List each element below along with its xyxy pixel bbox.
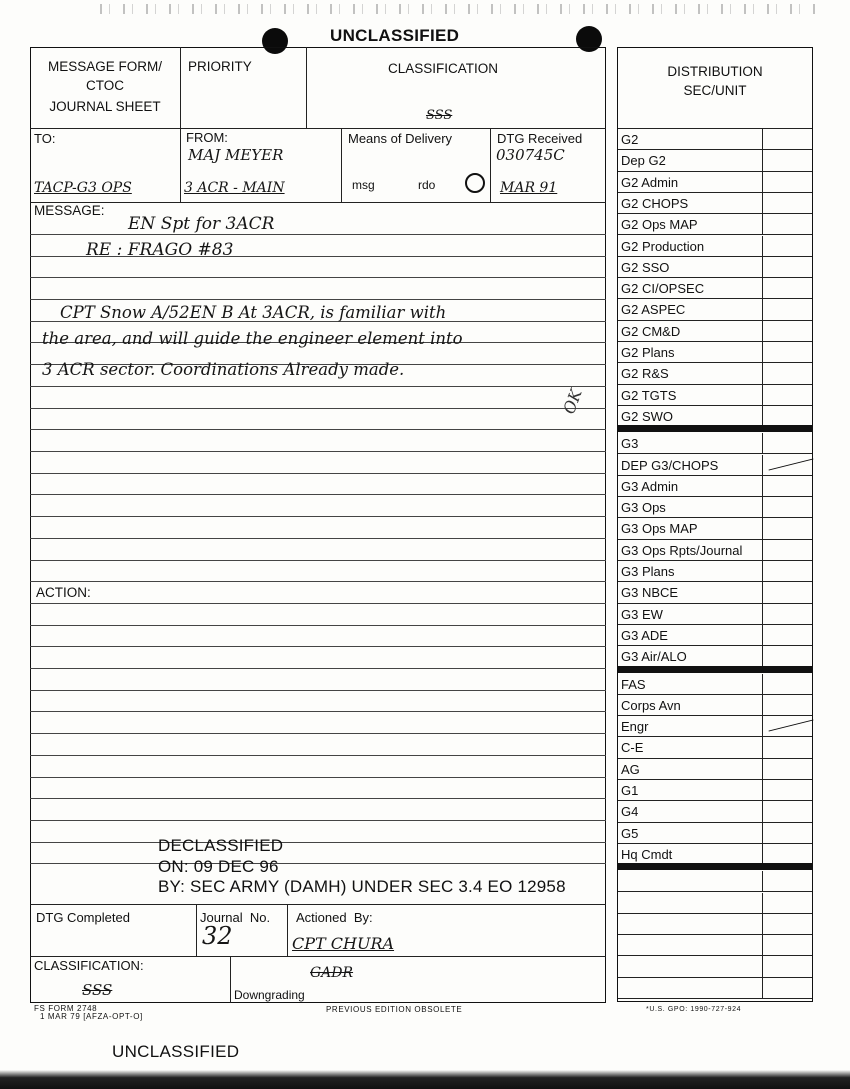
classification-footer-label: CLASSIFICATION: bbox=[34, 958, 144, 973]
ruled-line bbox=[30, 820, 606, 821]
distribution-check-cell bbox=[762, 737, 763, 757]
distribution-check-cell bbox=[762, 299, 763, 319]
distribution-row[interactable] bbox=[618, 674, 812, 695]
distribution-row-label: G3 ADE bbox=[621, 627, 668, 643]
distribution-row-label: G2 CM&D bbox=[621, 323, 681, 339]
from-name: MAJ MEYER bbox=[188, 146, 284, 164]
distribution-row-label: G2 bbox=[621, 132, 639, 147]
distribution-row-label: C-E bbox=[621, 740, 644, 756]
ruled-line bbox=[30, 560, 606, 561]
distribution-check-cell bbox=[762, 172, 763, 192]
ruled-line bbox=[30, 690, 606, 691]
means-of-delivery-label: Means of Delivery bbox=[348, 131, 453, 146]
journal-no-label: Journal No. bbox=[200, 910, 271, 925]
distribution-check-cell bbox=[762, 935, 763, 955]
distribution-row-label: G3 NBCE bbox=[621, 585, 679, 601]
distribution-check-cell bbox=[762, 956, 763, 976]
divider bbox=[230, 956, 231, 1003]
ruled-line bbox=[30, 581, 606, 582]
ruled-line bbox=[30, 733, 606, 734]
dtg-received-label: DTG Received bbox=[497, 131, 583, 146]
distribution-check-cell bbox=[762, 801, 763, 821]
dtg-completed-label: DTG Completed bbox=[36, 910, 130, 925]
distribution-row[interactable] bbox=[618, 172, 812, 193]
distribution-row-label: G2 Ops MAP bbox=[621, 217, 698, 233]
distribution-title-line-2: SEC/UNIT bbox=[683, 83, 747, 98]
distribution-row[interactable] bbox=[618, 604, 812, 625]
divider bbox=[30, 202, 606, 203]
distribution-check-cell bbox=[762, 604, 763, 624]
circled-selection-icon bbox=[465, 173, 485, 193]
message-label: MESSAGE: bbox=[34, 203, 105, 218]
from-label: FROM: bbox=[186, 130, 228, 145]
distribution-check-cell bbox=[762, 363, 763, 383]
form-id-line-1: FS FORM 2748 bbox=[34, 1004, 98, 1013]
distribution-row-label: Corps Avn bbox=[621, 697, 681, 713]
classification-banner-bottom: UNCLASSIFIED bbox=[112, 1042, 240, 1061]
distribution-row[interactable] bbox=[618, 278, 812, 299]
distribution-row[interactable] bbox=[618, 363, 812, 384]
divider bbox=[196, 904, 197, 956]
scan-edge bbox=[0, 1070, 850, 1089]
distribution-blank-row bbox=[618, 871, 812, 892]
distribution-row[interactable] bbox=[618, 497, 812, 518]
distribution-row[interactable] bbox=[618, 646, 812, 667]
means-msg: msg bbox=[352, 178, 375, 192]
section-separator bbox=[618, 863, 812, 870]
distribution-row[interactable] bbox=[618, 299, 812, 320]
ruled-line bbox=[30, 451, 606, 452]
scan-noise bbox=[100, 4, 820, 14]
from-unit: 3 ACR - MAIN bbox=[184, 180, 285, 196]
distribution-check-cell bbox=[762, 278, 763, 298]
actioned-by-label: Actioned By: bbox=[296, 910, 373, 925]
to-label: TO: bbox=[34, 131, 56, 146]
distribution-row-label: G1 bbox=[621, 783, 639, 798]
distribution-row-label: G2 Plans bbox=[621, 345, 675, 360]
distribution-check-cell bbox=[762, 518, 763, 538]
divider bbox=[30, 956, 606, 957]
message-line-1: EN Spt for 3ACR bbox=[128, 214, 275, 234]
message-line-2: RE : FRAGO #83 bbox=[86, 240, 234, 260]
downgrading-label: Downgrading bbox=[234, 988, 305, 1002]
form-title bbox=[32, 57, 178, 116]
declassified-stamp: DECLASSIFIED bbox=[158, 836, 284, 855]
dtg-received-time: 030745C bbox=[496, 146, 565, 164]
distribution-row[interactable] bbox=[618, 236, 812, 257]
distribution-row-label: G2 CI/OPSEC bbox=[621, 281, 705, 297]
distribution-check-cell bbox=[762, 561, 763, 581]
divider bbox=[180, 47, 181, 202]
ruled-line bbox=[30, 668, 606, 669]
distribution-row-label: G3 Ops bbox=[621, 500, 666, 516]
distribution-check-cell bbox=[762, 893, 763, 913]
ruled-line bbox=[30, 711, 606, 712]
distribution-check-cell bbox=[762, 823, 763, 843]
divider bbox=[306, 47, 307, 128]
ruled-line bbox=[30, 842, 606, 843]
distribution-row-label: G5 bbox=[621, 825, 639, 841]
distribution-row[interactable] bbox=[618, 716, 812, 737]
ruled-line bbox=[30, 798, 606, 799]
distribution-check-cell bbox=[762, 476, 763, 496]
section-separator bbox=[618, 666, 812, 673]
distribution-check-cell bbox=[762, 695, 763, 715]
distribution-row[interactable] bbox=[618, 214, 812, 235]
distribution-check-cell bbox=[762, 674, 763, 694]
form-id-line-2: 1 MAR 79 [AFZA-OPT-O] bbox=[40, 1012, 143, 1021]
section-separator bbox=[618, 425, 812, 432]
distribution-row[interactable] bbox=[618, 823, 812, 844]
distribution-title bbox=[618, 62, 812, 100]
distribution-row-label: G2 ASPEC bbox=[621, 302, 686, 318]
distribution-check-cell bbox=[762, 646, 763, 666]
distribution-row-label: G2 CHOPS bbox=[621, 195, 689, 211]
ruled-line bbox=[30, 494, 606, 495]
distribution-row-label: DEP G3/CHOPS bbox=[621, 457, 719, 473]
divider bbox=[490, 128, 491, 202]
distribution-check-cell bbox=[762, 321, 763, 341]
distribution-check-cell bbox=[762, 540, 763, 560]
distribution-check-cell bbox=[762, 433, 763, 453]
distribution-row[interactable] bbox=[618, 406, 812, 427]
distribution-row-label: G3 Air/ALO bbox=[621, 649, 687, 665]
distribution-row-label: G2 R&S bbox=[621, 366, 669, 382]
check-mark-icon bbox=[769, 720, 814, 732]
declassified-date: ON: 09 DEC 96 bbox=[158, 857, 279, 876]
distribution-row[interactable] bbox=[618, 737, 812, 758]
divider bbox=[341, 128, 342, 202]
distribution-row-label: G2 SSO bbox=[621, 259, 670, 275]
distribution-check-cell bbox=[762, 716, 763, 736]
distribution-row-label: G3 EW bbox=[621, 606, 663, 622]
classification-banner-top: UNCLASSIFIED bbox=[330, 26, 460, 45]
distribution-row[interactable] bbox=[618, 129, 812, 150]
ruled-line bbox=[30, 299, 606, 300]
ruled-line bbox=[30, 755, 606, 756]
distribution-check-cell bbox=[762, 342, 763, 362]
form-title-line-2: CTOC bbox=[85, 78, 124, 93]
ruled-line bbox=[30, 538, 606, 539]
distribution-row-label: G2 Admin bbox=[621, 174, 679, 190]
distribution-check-cell bbox=[762, 257, 763, 277]
distribution-row[interactable] bbox=[618, 518, 812, 539]
means-tel bbox=[462, 173, 486, 193]
distribution-title-line-1: DISTRIBUTION bbox=[667, 64, 763, 79]
distribution-check-cell bbox=[762, 844, 763, 864]
distribution-row-label: Engr bbox=[621, 719, 649, 735]
means-rdo: rdo bbox=[418, 178, 436, 192]
distribution-row[interactable] bbox=[618, 540, 812, 561]
distribution-check-cell bbox=[762, 150, 763, 170]
distribution-check-cell bbox=[762, 129, 763, 149]
distribution-row[interactable] bbox=[618, 759, 812, 780]
distribution-check-cell bbox=[762, 406, 763, 426]
distribution-check-cell bbox=[762, 914, 763, 934]
distribution-blank-row bbox=[618, 893, 812, 914]
ruled-line bbox=[30, 473, 606, 474]
distribution-row-label: G3 Ops Rpts/Journal bbox=[621, 542, 743, 558]
distribution-row[interactable] bbox=[618, 780, 812, 801]
form-title-line-3: JOURNAL SHEET bbox=[49, 99, 161, 114]
ruled-line bbox=[30, 646, 606, 647]
distribution-blank-row bbox=[618, 914, 812, 935]
distribution-row[interactable] bbox=[618, 342, 812, 363]
distribution-row[interactable] bbox=[618, 150, 812, 171]
ruled-line bbox=[30, 234, 606, 235]
distribution-row-label: G3 Admin bbox=[621, 478, 679, 494]
message-line-5: the area, and will guide the engineer element into bbox=[42, 329, 463, 348]
ruled-line bbox=[30, 625, 606, 626]
distribution-row-label: Hq Cmdt bbox=[621, 846, 673, 862]
distribution-row[interactable] bbox=[618, 257, 812, 278]
distribution-row[interactable] bbox=[618, 476, 812, 497]
ruled-line bbox=[30, 863, 606, 864]
gpo-note: *U.S. GPO: 1990-727-924 bbox=[646, 1006, 742, 1013]
previous-edition-note: PREVIOUS EDITION OBSOLETE bbox=[326, 1005, 463, 1014]
distribution-check-cell bbox=[762, 759, 763, 779]
distribution-row[interactable] bbox=[618, 385, 812, 406]
action-label: ACTION: bbox=[36, 585, 91, 600]
distribution-check-cell bbox=[762, 193, 763, 213]
distribution-row[interactable] bbox=[618, 455, 812, 476]
distribution-check-cell bbox=[762, 455, 763, 475]
distribution-check-cell bbox=[762, 582, 763, 602]
form-title-line-1: MESSAGE FORM/ bbox=[47, 59, 162, 74]
distribution-row[interactable] bbox=[618, 321, 812, 342]
distribution-row-label: G2 SWO bbox=[621, 408, 674, 424]
ruled-line bbox=[30, 277, 606, 278]
to-value: TACP-G3 OPS bbox=[34, 180, 132, 196]
actioned-by-value: CPT CHURA bbox=[292, 934, 395, 953]
margin-scribble: OK bbox=[559, 386, 586, 417]
distribution-row-label: G4 bbox=[621, 804, 639, 820]
classification-footer-value: SSS bbox=[82, 981, 113, 999]
message-line-6: 3 ACR sector. Coordinations Already made. bbox=[42, 360, 405, 379]
distribution-row[interactable] bbox=[618, 625, 812, 646]
distribution-row[interactable] bbox=[618, 433, 812, 454]
classification-label: CLASSIFICATION bbox=[388, 61, 499, 76]
distribution-row[interactable] bbox=[618, 844, 812, 865]
distribution-row-label: FAS bbox=[621, 676, 646, 692]
ruled-line bbox=[30, 386, 606, 387]
ruled-line bbox=[30, 429, 606, 430]
classification-value: SSS bbox=[426, 108, 453, 123]
distribution-row[interactable] bbox=[618, 193, 812, 214]
downgrading-value: GADR bbox=[310, 965, 354, 981]
distribution-row[interactable] bbox=[618, 561, 812, 582]
distribution-row-label: G2 TGTS bbox=[621, 387, 677, 403]
dtg-received-date: MAR 91 bbox=[500, 180, 558, 196]
distribution-check-cell bbox=[762, 871, 763, 891]
distribution-row-label: AG bbox=[621, 761, 640, 777]
ruled-line bbox=[30, 603, 606, 604]
distribution-check-cell bbox=[762, 385, 763, 405]
ruled-line bbox=[30, 516, 606, 517]
check-mark-icon bbox=[769, 458, 814, 470]
distribution-row-label: G3 Ops MAP bbox=[621, 521, 698, 537]
distribution-check-cell bbox=[762, 497, 763, 517]
distribution-row[interactable] bbox=[618, 801, 812, 822]
priority-label: PRIORITY bbox=[188, 59, 252, 74]
distribution-row[interactable] bbox=[618, 695, 812, 716]
distribution-blank-row bbox=[618, 978, 812, 999]
ruled-line bbox=[30, 408, 606, 409]
distribution-blank-row bbox=[618, 956, 812, 977]
distribution-row-label: Dep G2 bbox=[621, 153, 666, 169]
divider bbox=[30, 128, 606, 129]
journal-no-value: 32 bbox=[202, 922, 233, 950]
distribution-check-cell bbox=[762, 780, 763, 800]
declassified-authority: BY: SEC ARMY (DAMH) UNDER SEC 3.4 EO 12958 bbox=[158, 877, 566, 896]
distribution-row[interactable] bbox=[618, 582, 812, 603]
distribution-row-label: G3 Plans bbox=[621, 564, 675, 579]
message-line-4: CPT Snow A/52EN B At 3ACR, is familiar with bbox=[60, 303, 447, 322]
distribution-check-cell bbox=[762, 236, 763, 256]
ruled-line bbox=[30, 777, 606, 778]
distribution-row-label: G3 bbox=[621, 436, 639, 452]
distribution-check-cell bbox=[762, 214, 763, 234]
distribution-blank-row bbox=[618, 935, 812, 956]
divider bbox=[30, 904, 606, 905]
distribution-check-cell bbox=[762, 625, 763, 645]
distribution-check-cell bbox=[762, 978, 763, 998]
divider bbox=[287, 904, 288, 956]
distribution-row-label: G2 Production bbox=[621, 238, 705, 254]
